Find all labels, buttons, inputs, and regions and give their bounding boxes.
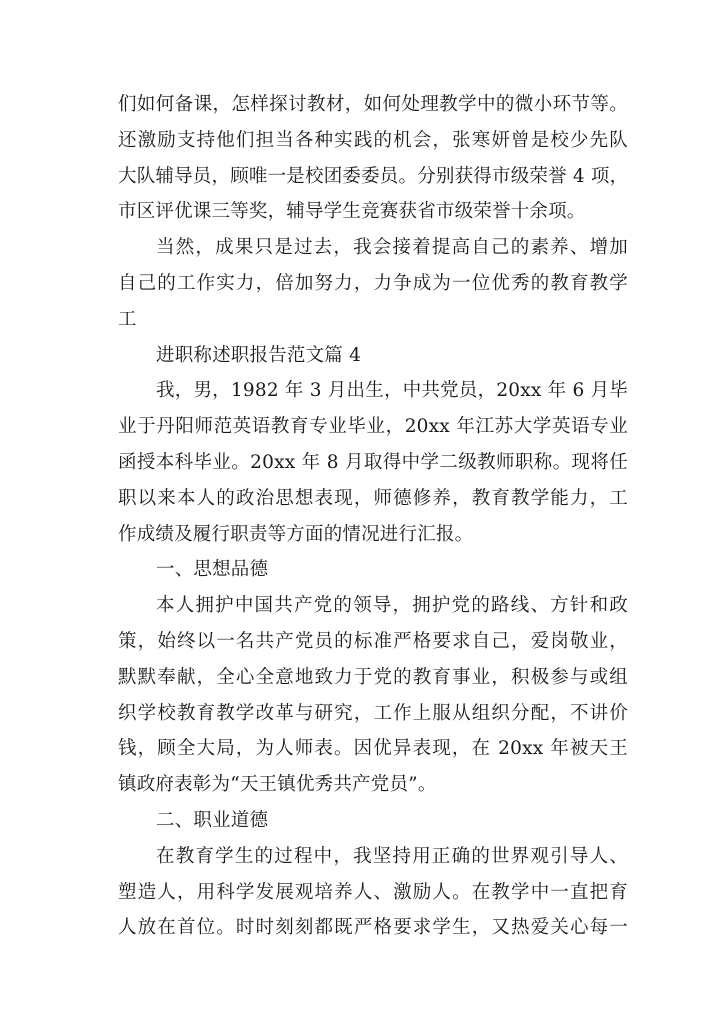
paragraph-start-line: 本人拥护中国共产党的领导，拥护党的路线、方针和政 (156, 595, 628, 617)
text-line: 人放在首位。时时刻刻都既严格要求学生，又热爱关心每一 (118, 917, 628, 939)
text-line: 作成绩及履行职责等方面的情况进行汇报。 (118, 523, 474, 545)
section-heading: 一、思想品德 (156, 559, 269, 581)
document-body (118, 87, 628, 946)
text-line: 还激励支持他们担当各种实践的机会，张寒妍曾是校少先队 (118, 129, 628, 151)
text-line: 职以来本人的政治思想表现，师德修养，教育教学能力，工 (118, 487, 628, 509)
text-line: 工 (118, 308, 137, 330)
text-line: 镇政府表彰为“天王镇优秀共产党员”。 (118, 774, 437, 796)
paragraph-start-line: 在教育学生的过程中，我坚持用正确的世界观引导人、 (156, 845, 628, 867)
section-heading: 进职称述职报告范文篇 4 (156, 344, 362, 366)
text-line: 织学校教育教学改革与研究，工作上服从组织分配，不讲价 (118, 702, 628, 724)
text-line: 塑造人，用科学发展观培养人、激励人。在教学中一直把育 (118, 881, 628, 903)
text-line: 们如何备课，怎样探讨教材，如何处理教学中的微小环节等。 (118, 94, 628, 115)
text-line: 市区评优课三等奖，辅导学生竞赛获省市级荣誉十余项。 (118, 201, 586, 223)
text-line: 自己的工作实力，倍加努力，力争成为一位优秀的教育教学 (118, 272, 628, 294)
text-line: 大队辅导员，顾唯一是校团委委员。分别获得市级荣誉 4 项， (118, 165, 629, 187)
text-line: 函授本科毕业。20xx 年 8 月取得中学二级教师职称。现将任 (118, 451, 628, 473)
paragraph-start-line: 我，男，1982 年 3 月出生，中共党员，20xx 年 6 月毕 (156, 380, 628, 402)
paragraph-start-line: 当然，成果只是过去，我会接着提高自己的素养、增加 (156, 237, 628, 259)
text-line: 业于丹阳师范英语教育专业毕业，20xx 年江苏大学英语专业 (118, 416, 628, 438)
text-line: 钱，顾全大局，为人师表。因优异表现，在 20xx 年被天王 (118, 738, 628, 760)
section-heading: 二、职业道德 (156, 809, 269, 831)
text-line: 默默奉献，全心全意地致力于党的教育事业，积极参与或组 (118, 666, 628, 688)
text-line: 策，始终以一名共产党员的标准严格要求自己，爱岗敬业， (118, 630, 628, 652)
